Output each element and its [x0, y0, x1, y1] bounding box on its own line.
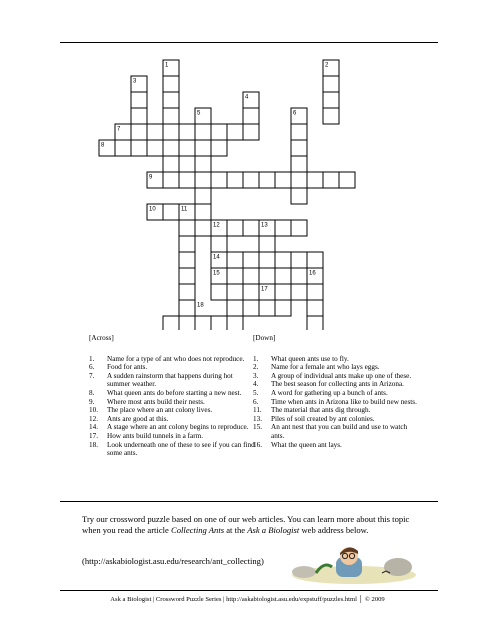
- clue-number-label: 6: [293, 110, 297, 117]
- grid-cell[interactable]: [163, 124, 179, 140]
- across-clue-list: [89, 355, 257, 458]
- grid-cell[interactable]: [275, 252, 291, 268]
- grid-cell[interactable]: [243, 284, 259, 300]
- clue-number: 15.: [253, 423, 262, 432]
- across-clue: [89, 432, 257, 441]
- down-clue: [253, 441, 421, 450]
- grid-cell[interactable]: [291, 124, 307, 140]
- grid-cell[interactable]: [115, 140, 131, 156]
- clue-number-label: 17: [261, 286, 268, 293]
- grid-cell[interactable]: [179, 220, 195, 236]
- grid-cell[interactable]: [227, 300, 243, 316]
- grid-cell[interactable]: [259, 300, 275, 316]
- clue-number-label: 15: [213, 270, 220, 277]
- across-heading: [Across]: [89, 334, 114, 342]
- clue-number: 16.: [253, 440, 262, 449]
- grid-cell[interactable]: [243, 124, 259, 140]
- article-title: Collecting Ants: [171, 525, 225, 535]
- clue-number-label: 2: [325, 62, 329, 69]
- grid-cell[interactable]: [227, 124, 243, 140]
- grid-cell[interactable]: [291, 156, 307, 172]
- clue-text: Ants are good at this.: [107, 414, 169, 423]
- grid-cell[interactable]: [227, 284, 243, 300]
- down-clue-list: [253, 355, 421, 450]
- clue-text: How ants build tunnels in a farm.: [107, 431, 204, 440]
- grid-cell[interactable]: [323, 92, 339, 108]
- grid-cell[interactable]: [179, 284, 195, 300]
- grid-cell[interactable]: [179, 252, 195, 268]
- clue-number: 1.: [89, 354, 95, 363]
- clue-number-label: 18: [197, 302, 204, 309]
- grid-cell[interactable]: [323, 172, 339, 188]
- clue-number: 6.: [89, 363, 95, 372]
- clue-number-label: 7: [117, 126, 121, 133]
- grid-cell[interactable]: [243, 220, 259, 236]
- clue-number-label: 8: [101, 142, 105, 149]
- grid-cell[interactable]: [179, 316, 195, 330]
- grid-cell[interactable]: [275, 268, 291, 284]
- grid-cell[interactable]: [259, 236, 275, 252]
- clue-text: Time when ants in Arizona like to build new nests.: [271, 397, 417, 406]
- grid-cell[interactable]: [243, 268, 259, 284]
- grid-cell[interactable]: [179, 172, 195, 188]
- down-heading: [Down]: [253, 334, 276, 342]
- clue-number: 5.: [253, 388, 259, 397]
- grid-cell[interactable]: [131, 140, 147, 156]
- footer-rule: [60, 590, 438, 591]
- down-clue: [253, 415, 421, 424]
- across-clue: [89, 406, 257, 415]
- clue-number: 1.: [253, 354, 259, 363]
- grid-cell[interactable]: [195, 220, 211, 236]
- clue-number-label: 9: [149, 174, 153, 181]
- grid-cell[interactable]: [179, 268, 195, 284]
- clue-number-label: 5: [197, 110, 201, 117]
- grid-cell[interactable]: [259, 268, 275, 284]
- clue-number-label: 1: [165, 62, 169, 69]
- grid-cell[interactable]: [147, 124, 163, 140]
- grid-cell[interactable]: [259, 172, 275, 188]
- grid-cell[interactable]: [195, 124, 211, 140]
- grid-cell[interactable]: [163, 316, 179, 330]
- promo-text: Try our crossword puzzle based on one of our web articles. You can learn more about this topic when you read the article Collecting Ants at the Ask a Biologist web address below.: [82, 514, 410, 535]
- across-clue: [89, 415, 257, 424]
- article-url[interactable]: (http://askabiologist.asu.edu/research/ant_collecting): [82, 556, 264, 566]
- grid-cell[interactable]: [307, 316, 323, 330]
- clue-text: Name for a female ant who lays eggs.: [271, 363, 380, 372]
- grid-cell[interactable]: [131, 108, 147, 124]
- grid-cell[interactable]: [211, 124, 227, 140]
- clue-number: 18.: [89, 440, 98, 449]
- grid-cell[interactable]: [291, 284, 307, 300]
- grid-cell[interactable]: [307, 172, 323, 188]
- grid-cell[interactable]: [163, 172, 179, 188]
- site-name: Ask a Biologist: [247, 525, 300, 535]
- grid-cell[interactable]: [195, 188, 211, 204]
- grid-cell[interactable]: [179, 300, 195, 316]
- down-clue: [253, 406, 421, 415]
- grid-cell[interactable]: [307, 300, 323, 316]
- clue-number: 4.: [253, 380, 259, 389]
- grid-cell[interactable]: [323, 108, 339, 124]
- clue-text: Look underneath one of these to see if you can find some ants.: [107, 440, 255, 458]
- grid-cell[interactable]: [163, 140, 179, 156]
- clue-number: 2.: [253, 363, 259, 372]
- grid-cell[interactable]: [275, 220, 291, 236]
- grid-cell[interactable]: [211, 316, 227, 330]
- across-clue: [89, 398, 257, 407]
- grid-cell[interactable]: [163, 156, 179, 172]
- clue-text: A group of individual ants make up one of these.: [271, 371, 412, 380]
- grid-cell[interactable]: [131, 92, 147, 108]
- grid-cell[interactable]: [243, 252, 259, 268]
- grid-cell[interactable]: [227, 220, 243, 236]
- grid-cell[interactable]: [243, 108, 259, 124]
- clue-number: 8.: [89, 388, 95, 397]
- grid-cell[interactable]: [179, 124, 195, 140]
- grid-cell[interactable]: [275, 300, 291, 316]
- clue-text: What queen ants use to fly.: [271, 354, 349, 363]
- grid-cell[interactable]: [227, 252, 243, 268]
- clue-number: 3.: [253, 371, 259, 380]
- grid-cell[interactable]: [163, 204, 179, 220]
- grid-cell[interactable]: [211, 284, 227, 300]
- grid-cell[interactable]: [243, 172, 259, 188]
- across-clue: [89, 372, 257, 389]
- across-clue: [89, 423, 257, 432]
- grid-cell[interactable]: [339, 172, 355, 188]
- clue-number-label: 13: [261, 222, 268, 229]
- clue-number-label: 14: [213, 254, 220, 261]
- grid-cell[interactable]: [291, 220, 307, 236]
- clue-text: Piles of soil created by ant colonies.: [271, 414, 375, 423]
- across-clues: [89, 334, 257, 458]
- grid-cell[interactable]: [147, 140, 163, 156]
- grid-cell[interactable]: [291, 268, 307, 284]
- across-clue: [89, 389, 257, 398]
- clue-text: An ant nest that you can build and use to watch ants.: [271, 423, 408, 440]
- clue-text: A sudden rainstorm that happens during hot summer weather.: [107, 371, 233, 389]
- grid-cell[interactable]: [195, 204, 211, 220]
- grid-cell[interactable]: [323, 76, 339, 92]
- grid-cell[interactable]: [291, 252, 307, 268]
- grid-cell[interactable]: [195, 156, 211, 172]
- grid-cell[interactable]: [227, 316, 243, 330]
- clue-number: 11.: [253, 406, 262, 415]
- grid-cell[interactable]: [131, 124, 147, 140]
- grid-cell[interactable]: [179, 140, 195, 156]
- grid-cell[interactable]: [307, 284, 323, 300]
- grid-cell[interactable]: [163, 108, 179, 124]
- clue-number: 10.: [89, 406, 98, 415]
- grid-cell[interactable]: [195, 172, 211, 188]
- grid-cell[interactable]: [179, 236, 195, 252]
- grid-cell[interactable]: [259, 252, 275, 268]
- grid-cell[interactable]: [195, 140, 211, 156]
- scientist-cartoon: [286, 545, 416, 585]
- clue-number: 6.: [253, 397, 259, 406]
- grid-cell[interactable]: [211, 236, 227, 252]
- clue-number-label: 16: [309, 270, 316, 277]
- clue-number-label: 4: [245, 94, 249, 101]
- grid-cell[interactable]: [243, 300, 259, 316]
- clue-text: Where most ants build their nests.: [107, 397, 205, 406]
- across-clue: [89, 441, 257, 458]
- footer-text: Ask a Biologist | Crossword Puzzle Series | http://askabiologist.asu.edu/expstuff/puzzles.html │ © 2009: [110, 596, 385, 603]
- clue-number: 13.: [253, 414, 262, 423]
- grid-cell[interactable]: [275, 284, 291, 300]
- grid-cell[interactable]: [211, 172, 227, 188]
- down-clue: [253, 355, 421, 364]
- grid-cell[interactable]: [291, 188, 307, 204]
- grid-cell[interactable]: [227, 268, 243, 284]
- clue-number-label: 12: [213, 222, 220, 229]
- clue-text: The best season for collecting ants in Arizona.: [271, 380, 404, 389]
- middle-rule: [60, 501, 438, 502]
- clue-number: 9.: [89, 397, 95, 406]
- clue-text: A word for gathering up a bunch of ants.: [271, 388, 388, 397]
- across-clue: [89, 355, 257, 364]
- clue-number: 7.: [89, 371, 95, 380]
- clue-number: 17.: [89, 431, 98, 440]
- grid-cell[interactable]: [211, 140, 227, 156]
- clue-text: Food for ants.: [107, 363, 148, 372]
- grid-cell[interactable]: [163, 76, 179, 92]
- down-clue: [253, 372, 421, 381]
- down-clue: [253, 389, 421, 398]
- down-clue: [253, 398, 421, 407]
- clue-number: 14.: [89, 423, 98, 432]
- clue-text: What the queen ant lays.: [271, 440, 342, 449]
- clue-number-label: 3: [133, 78, 137, 85]
- clue-text: Name for a type of ant who does not reproduce.: [107, 354, 245, 363]
- clue-text: The place where an ant colony lives.: [107, 406, 213, 415]
- down-clue: [253, 363, 421, 372]
- clue-number-label: 11: [181, 206, 188, 213]
- grid-cell[interactable]: [227, 172, 243, 188]
- down-clue: [253, 423, 421, 440]
- clue-text: What queen ants do before starting a new nest.: [107, 388, 242, 397]
- down-clues: [253, 334, 421, 449]
- clue-text: A stage where an ant colony begins to reproduce.: [107, 423, 249, 432]
- grid-cell[interactable]: [291, 140, 307, 156]
- down-clue: [253, 380, 421, 389]
- grid-cell[interactable]: [163, 92, 179, 108]
- clue-number-label: 10: [149, 206, 156, 213]
- grid-cell[interactable]: [291, 172, 307, 188]
- grid-cell[interactable]: [195, 316, 211, 330]
- grid-cell[interactable]: [307, 252, 323, 268]
- grid-cell[interactable]: [275, 172, 291, 188]
- clue-number: 12.: [89, 414, 98, 423]
- across-clue: [89, 363, 257, 372]
- clue-text: The material that ants dig through.: [271, 406, 371, 415]
